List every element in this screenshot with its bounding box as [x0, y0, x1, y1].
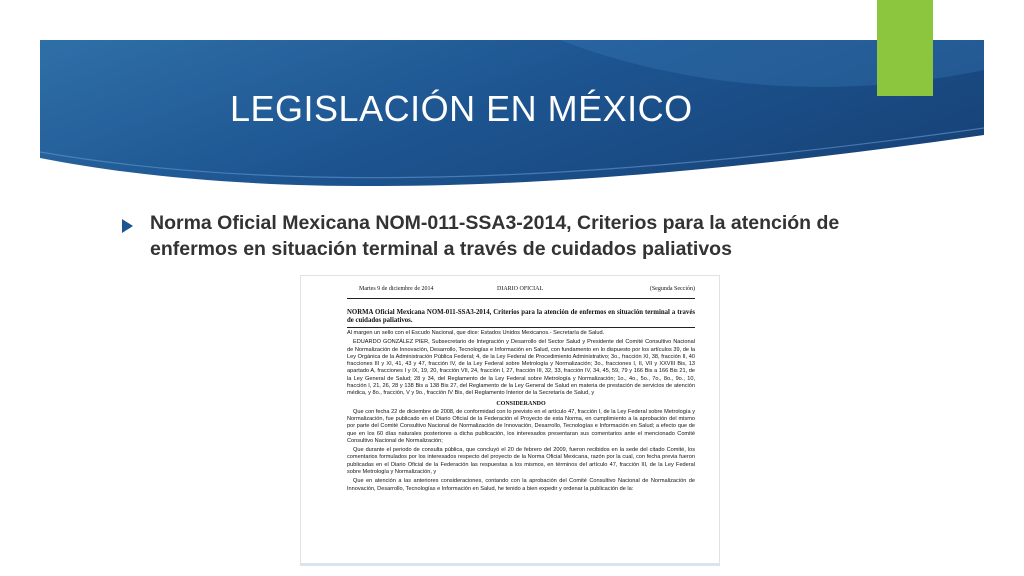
accent-bar — [877, 0, 933, 96]
document-paragraph: EDUARDO GONZÁLEZ PIER, Subsecretario de Integración y Desarrollo del Sector Salud y Presidente del Comité Consultivo Nacional de Normalización de Innovación, Desarrollo, Tecnologías e Información en Salud, con fundamento en lo dispuesto por los artículos 39, de la Ley Orgánica de la Administración Pública Federal; 4, de la Ley Federal de Procedimiento Administrativo; 3o., fracción XI, 38, fracción II, 40 fracciones III y XI, 41, 43 y 47, fracción IV, de la Ley Federal sobre Metrología y Normalización; 3o., fracciones I, II, VII y XXVIII Bis, 13 apartado A, fracciones I y IX, 19, 20, fracción VII, 24, fracción I, 27, fracción III, 32, 33, fracción IV, 34, 45, 59, 79 y 166 Bis a 166 Bis 21, de la Ley General de Salud; 28 y 34, del Reglamento de la Ley Federal sobre Metrología y Normalización; 1o., 4o., 5o., 7o., 8o., 9o., 10, fracción I, 21, 26, 28 y 138 Bis a 138 Bis 27, del Reglamento de la Ley General de Salud en materia de prestación de servicios de atención médica, y 8o., fracción, V y 9o., fracción IV Bis, del Reglamento Interior de la Secretaría de Salud, y — [347, 339, 695, 397]
document-paragraph: Que en atención a las anteriores consideraciones, contando con la aprobación del Comité Consultivo Nacional de Normalización de Innovación, Desarrollo, Tecnologías e Información en Salud, he tenido a bien expedir y ordenar la publicación de la: — [347, 478, 695, 492]
document-section: (Segunda Sección) — [649, 286, 695, 292]
document-norm-title: NORMA Oficial Mexicana NOM-011-SSA3-2014, Criterios para la atención de enfermos en situación terminal a través de cuidados paliativos. — [347, 309, 695, 328]
document-seal-line: Al margen un sello con el Escudo Nacional, que dice: Estados Unidos Mexicanos.- Secretaría de Salud. — [347, 330, 605, 336]
document-paragraph: Que con fecha 22 de diciembre de 2008, de conformidad con lo previsto en el artículo 47, fracción I, de la Ley Federal sobre Metrología y Normalización, fue publicado en el Diario Oficial de la Federación el Proyecto de esta Norma, en cumplimiento a la aprobación del mismo por parte del Comité Consultivo Nacional de Normalización de Innovación, Desarrollo, Tecnologías e Información en Salud; a efecto que de que en los 60 días naturales posteriores a dicha publicación, los interesados presentaran sus comentarios ante el mencionado Comité Consultivo Nacional de Normalización; — [347, 408, 695, 444]
document-newspaper: DIARIO OFICIAL — [497, 286, 544, 292]
document-bottom-edge — [300, 563, 720, 566]
document-paragraph: Que durante el periodo de consulta pública, que concluyó el 20 de febrero del 2009, fueron recibidos en la sede del citado Comité, los comentarios formulados por los interesados respecto del proyecto de la Norma Oficial Mexicana, razón por la cual, con fecha previa fueron publicadas en el Diario Oficial de la Federación las respuestas a los mismos, en términos del artículo 47, fracción III, de la Ley Federal sobre Metrología y Normalización, y — [347, 447, 695, 476]
official-document-image — [300, 275, 720, 566]
slide-title: LEGISLACIÓN EN MÉXICO — [230, 88, 693, 129]
document-considering-heading: CONSIDERANDO — [496, 400, 546, 407]
bullet-text: Norma Oficial Mexicana NOM-011-SSA3-2014, Criterios para la atención de enfermos en situación terminal a través de cuidados paliativos — [150, 212, 840, 260]
document-header — [347, 284, 695, 299]
document-date: Martes 9 de diciembre de 2014 — [359, 286, 434, 292]
bullet-arrow-icon — [122, 219, 133, 233]
